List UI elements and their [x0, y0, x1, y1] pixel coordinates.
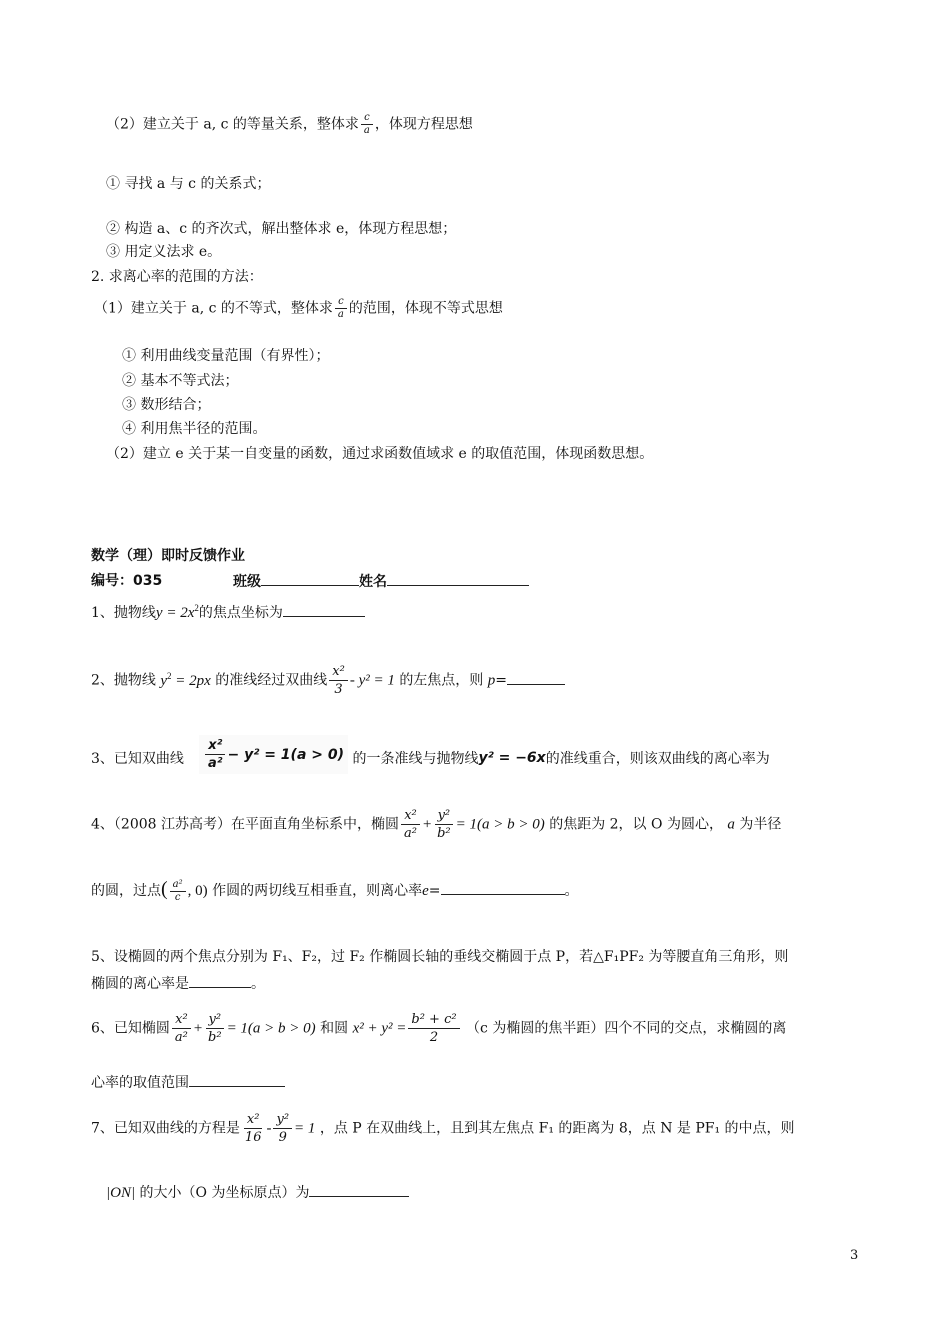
q3-formula-rhs: − y² = 1(a > 0) [227, 746, 345, 763]
range-method-2: （2）建立 e 关于某一自变量的函数，通过求函数值域求 e 的取值范围，体现函数思想。 [106, 446, 654, 462]
q7-answer-blank[interactable] [309, 1181, 409, 1197]
fraction-denominator: a² [174, 1030, 188, 1045]
question-7 [91, 1111, 795, 1146]
q3-hyperbola-image [199, 735, 348, 774]
name-blank[interactable] [387, 570, 529, 586]
q5-answer-blank[interactable] [189, 972, 251, 988]
fraction-denominator: c [174, 891, 181, 903]
fraction-numerator: x² [329, 663, 348, 681]
fraction-denominator: b² [208, 1030, 222, 1045]
fraction-numerator: x² [244, 1111, 263, 1129]
range-item: ① 利用曲线变量范围（有界性）； [122, 348, 330, 364]
q4-fraction-y [434, 807, 454, 842]
class-label: 班级 [233, 574, 261, 590]
method-2-prefix: （2）建立关于 a, c 的等量关系，整体求 [106, 116, 359, 133]
q1-formula: $y = 2x^2$ [155, 603, 199, 621]
range-method-1-suffix: 的范围，体现不等式思想 [348, 300, 503, 317]
fraction-numerator: c [361, 112, 373, 125]
range-item: ④ 利用焦半径的范围。 [122, 421, 267, 437]
q4-line2-prefix: 的圆，过点 [91, 883, 161, 899]
method-item-3: ③ 用定义法求 e。 [106, 244, 222, 260]
q2-prefix: 2、抛物线 [91, 672, 156, 689]
q6-fraction-x [172, 1011, 191, 1046]
c-over-a-fraction [335, 296, 347, 321]
question-6-line-2 [91, 1071, 285, 1092]
question-4-line-2: 的圆，过点( $\frac{\text{a²}}{c}$ , 0) 作圆的两切线互相垂直，则离心率e= 。 [91, 878, 579, 903]
q3-prefix: 3、已知双曲线 [91, 751, 184, 767]
q3-suffix: 的准线重合，则该双曲线的离心率为 [545, 751, 770, 767]
q2-suffix: 的左焦点，则 [399, 672, 484, 689]
q4-point-fraction [170, 879, 186, 904]
q1-prefix: 1、抛物线 [91, 605, 156, 621]
question-2 [91, 663, 565, 698]
question-4 [91, 807, 781, 842]
q3-parabola-image: y² = −6x [478, 750, 546, 766]
q4-point-tail: , 0) [187, 883, 208, 899]
fraction-denominator: 16 [244, 1130, 262, 1145]
question-7-line-2 [106, 1181, 409, 1202]
q4-eq: = [428, 883, 441, 899]
q6-answer-blank[interactable] [189, 1071, 285, 1087]
q7-line2: 的大小（O 为坐标原点）为 [139, 1185, 310, 1201]
q5-end: 。 [251, 976, 265, 992]
range-item: ② 基本不等式法； [122, 373, 239, 389]
fraction-numerator: y² [206, 1011, 225, 1029]
q7-fraction-x [242, 1111, 265, 1146]
range-item: ③ 数形结合； [122, 397, 211, 413]
fraction-denominator: a² [208, 756, 223, 771]
q6-prefix: 6、已知椭圆 [91, 1020, 170, 1037]
homework-title: 数学（理）即时反馈作业 [91, 548, 245, 564]
fraction-denominator: a [363, 125, 370, 136]
fraction-denominator: a [337, 309, 344, 320]
fraction-numerator: x² [205, 737, 225, 755]
q1-suffix: 的焦点坐标为 [198, 605, 283, 621]
fraction-numerator: x² [172, 1011, 191, 1029]
q4-plus: + [421, 816, 433, 833]
q6-suffix: （c 为椭圆的焦半距）四个不同的交点，求椭圆的离 [466, 1020, 787, 1037]
fraction-numerator: y² [435, 807, 454, 825]
method-2-line [106, 112, 473, 137]
q2-var-p: p [487, 672, 496, 689]
fraction-denominator: 9 [278, 1130, 287, 1145]
q7-fraction-y [273, 1111, 292, 1146]
q2-parabola-y: y [160, 672, 168, 689]
q3-middle: 的一条准线与抛物线 [352, 751, 479, 767]
class-blank[interactable] [261, 570, 359, 586]
method-item-1: ① 寻找 a 与 c 的关系式； [106, 176, 271, 192]
q2-eq: = [495, 672, 507, 689]
q6-circle: x² + y² = [352, 1020, 407, 1037]
method-2-suffix: ，体现方程思想 [374, 116, 473, 133]
q1-answer-blank[interactable] [283, 601, 365, 617]
class-field [233, 570, 529, 591]
method-item-2: ② 构造 a、c 的齐次式，解出整体求 e，体现方程思想； [106, 221, 457, 237]
q7-abs-on: |ON| [106, 1185, 136, 1201]
q4-var-a: a [727, 816, 735, 833]
range-method-1-prefix: （1）建立关于 a, c 的不等式，整体求 [94, 300, 333, 317]
fraction-numerator: x² [401, 807, 420, 825]
question-1 [91, 601, 365, 622]
q6-line2: 心率的取值范围 [91, 1075, 189, 1091]
name-label: 姓名 [359, 574, 387, 590]
range-method-1-line [94, 296, 503, 321]
question-5: 5、设椭圆的两个焦点分别为 F₁、F₂，过 F₂ 作椭圆长轴的垂线交椭圆于点 P，若△F₁PF₂ 为等腰直角三角形，则 [91, 949, 789, 965]
q6-condition: = 1(a > b > 0) [226, 1020, 316, 1037]
c-over-a-fraction [361, 112, 373, 137]
q2-parabola: $y^2 = 2px$ [160, 670, 211, 689]
q6-fraction-y [205, 1011, 225, 1046]
q7-minus: - [266, 1120, 272, 1137]
q4-suffix2: 为半径 [739, 816, 782, 833]
q4-answer-blank[interactable] [441, 879, 565, 895]
fraction-denominator: 3 [334, 682, 343, 697]
q6-middle: 和圆 [320, 1020, 349, 1037]
q7-prefix: 7、已知双曲线的方程是 [91, 1120, 240, 1137]
q4-line2-middle: 作圆的两切线互相垂直，则离心率 [212, 883, 423, 899]
fraction-numerator: c [335, 296, 347, 309]
fraction-denominator: a² [404, 826, 417, 841]
q5-line2: 椭圆的离心率是 [91, 976, 189, 992]
q2-fraction [329, 663, 348, 698]
q4-suffix: 的焦距为 2，以 O 为圆心， [549, 816, 723, 833]
fraction-denominator: b² [437, 826, 451, 841]
q6-fraction-radius [408, 1011, 459, 1046]
q4-prefix: 4、（2008 江苏高考）在平面直角坐标系中，椭圆 [91, 816, 399, 833]
q2-hyperbola-tail: - y² = 1 [349, 672, 395, 689]
homework-code: 编号：035 [91, 573, 163, 589]
question-5-line-2 [91, 972, 265, 993]
fraction-numerator: b² + c² [408, 1011, 459, 1029]
q4-end: 。 [564, 883, 579, 899]
q3-fraction [205, 737, 225, 772]
q2-middle: 的准线经过双曲线 [215, 672, 328, 689]
fraction-numerator: a² [170, 879, 186, 892]
q4-condition: = 1(a > b > 0) [455, 816, 545, 833]
q2-parabola-rhs: = 2px [171, 672, 211, 689]
q7-suffix: ，点 P 在双曲线上，且到其左焦点 F₁ 的距离为 8，点 N 是 PF₁ 的中点，则 [319, 1120, 795, 1137]
question-6: 6、已知椭圆 $\frac{\text{x²}}{\text{a²}}$ + $\frac{\text{y²}}{\text{b²}}$ = 1(a > b > 0) 和圆 x² + y² = $\frac{\text{b² + c²}}{2}$ （c 为椭圆的焦半距）四个不同的交点，求椭圆的离 [91, 1012, 787, 1045]
q4-var-e: e [422, 883, 429, 899]
q1-formula-text: y = 2x [155, 605, 195, 621]
question-3 [91, 722, 770, 774]
page-number: 3 [850, 1248, 859, 1263]
fraction-numerator: y² [273, 1111, 292, 1129]
q7-eq: = 1 [294, 1120, 316, 1137]
range-heading: 2. 求离心率的范围的方法： [91, 269, 263, 285]
q2-answer-blank[interactable] [507, 669, 565, 685]
fraction-denominator: 2 [429, 1030, 439, 1045]
q4-fraction-x [401, 807, 420, 842]
